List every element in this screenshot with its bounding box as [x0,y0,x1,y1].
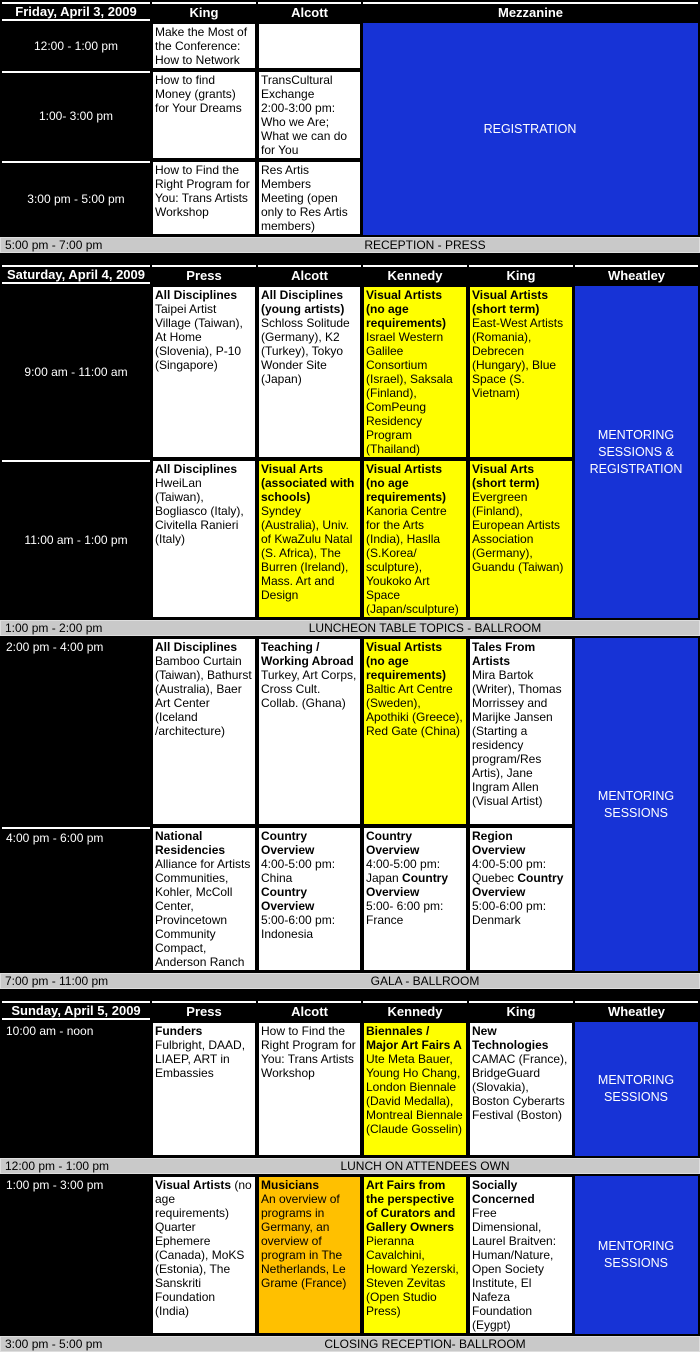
session-cell-alcott: Visual Arts (associated with schools) Syndey (Australia), Univ. of KwaZulu Natal (S. Africa), The Burren (Ireland), Mass. Art and Design [258,460,361,618]
saturday-afternoon-table [0,636,700,973]
session-cell-kennedy: Visual Artists (no age requirements) Kanoria Centre for the Arts (India), Haslla (S.Korea/ sculpture), Youkoko Art Space (Japan/sculpture) [363,460,467,618]
time-cell: 4:00 pm - 6:00 pm [2,827,150,971]
session-cell-alcott: Teaching / Working Abroad Turkey, Art Corps, Cross Cult. Collab. (Ghana) [258,638,361,825]
session-cell-king: Socially Concerned Free Dimensional, Laurel Braitven: Human/Nature, Open Society Institute, El Nafeza Foundation (Eygpt) [469,1176,573,1334]
section-gap [0,253,700,263]
session-cell-press: All Disciplines HweiLan (Taiwan), Bogliasco (Italy), Civitella Ranieri (Italy) [152,460,256,618]
time-cell: 9:00 am - 11:00 am [2,286,150,458]
session-cell-king: How to Find the Right Program for You: Trans Artists Workshop [152,161,256,235]
bar-time-label: 1:00 pm - 2:00 pm [5,621,103,635]
session-cell-alcott: Res Artis Members Meeting (open only to Res Artis members) [258,161,361,235]
column-header-king: King [152,2,256,21]
gala-bar [0,973,700,989]
session-cell-alcott [258,23,361,69]
date-header: Sunday, April 5, 2009 [2,1001,150,1020]
time-cell: 1:00- 3:00 pm [2,71,150,159]
date-header: Saturday, April 4, 2009 [2,265,150,284]
column-header-wheatley: Wheatley [575,1001,698,1020]
bar-time-label: 12:00 pm - 1:00 pm [5,1159,110,1173]
section-gap [0,989,700,999]
lunch-bar [0,1158,700,1174]
column-header-king: King [469,265,573,284]
bar-event-label: LUNCHEON TABLE TOPICS - BALLROOM [308,621,542,635]
date-header: Friday, April 3, 2009 [2,2,150,21]
session-cell-alcott: How to Find the Right Program for You: Trans Artists Workshop [258,1022,361,1156]
column-header-press: Press [152,1001,256,1020]
time-cell: 11:00 am - 1:00 pm [2,460,150,618]
session-cell-king: Visual Arts (short term) Evergreen (Finland), European Artists Association (Germany), Guandu (Taiwan) [469,460,573,618]
column-header-alcott: Alcott [258,1001,361,1020]
session-cell-king: Visual Artists (short term) East-West Artists (Romania), Debrecen (Hungary), Blue Space (S. Vietnam) [469,286,573,458]
mentoring-registration-cell: MENTORING SESSIONS & REGISTRATION [575,286,698,618]
sunday-morning-table [0,999,700,1158]
session-cell-king: How to find Money (grants) for Your Dreams [152,71,256,159]
bar-time-label: 7:00 pm - 11:00 pm [5,974,109,988]
session-cell-press: Funders Fulbright, DAAD, LIAEP, ART in Embassies [152,1022,256,1156]
session-cell-press: All Disciplines Bamboo Curtain (Taiwan), Bathurst (Australia), Baer Art Center (Iceland /architecture) [152,638,256,825]
session-cell-alcott: All Disciplines (young artists) Schloss Solitude (Germany), K2 (Turkey), Tokyo Wonder Site (Japan) [258,286,361,458]
mentoring-cell: MENTORING SESSIONS [575,638,698,971]
session-cell-king: Region Overview 4:00-5:00 pm: Quebec Country Overview 5:00-6:00 pm: Denmark [469,827,573,971]
column-header-alcott: Alcott [258,265,361,284]
time-cell: 1:00 pm - 3:00 pm [2,1176,150,1334]
bar-time-label: 5:00 pm - 7:00 pm [5,238,103,252]
column-header-kennedy: Kennedy [363,1001,467,1020]
session-cell-alcott: Country Overview 4:00-5:00 pm: China Country Overview 5:00-6:00 pm: Indonesia [258,827,361,971]
session-cell-kennedy: Art Fairs from the perspective of Curators and Gallery Owners Pieranna Cavalchini, Howard Yezerski, Steven Zevitas (Open Studio Press) [363,1176,467,1334]
session-cell-kennedy: Biennales / Major Art Fairs A Ute Meta Bauer, Young Ho Chang, London Biennale (David Medalla), Montreal Biennale (Claude Gosselin) [363,1022,467,1156]
column-header-kennedy: Kennedy [363,265,467,284]
session-cell-king: Tales From Artists Mira Bartok (Writer), Thomas Morrissey and Marijke Jansen (Starting a residency program/Res Artis), Jane Ingram Allen (Visual Artist) [469,638,573,825]
column-header-king: King [469,1001,573,1020]
session-cell-alcott: Musicians An overview of programs in Germany, an overview of program in The Netherlands, Le Grame (France) [258,1176,361,1334]
time-cell: 2:00 pm - 4:00 pm [2,638,150,825]
session-cell-kennedy: Country Overview 4:00-5:00 pm: Japan Country Overview 5:00- 6:00 pm: France [363,827,467,971]
registration-cell: REGISTRATION [363,23,698,235]
session-cell-press: All Disciplines Taipei Artist Village (Taiwan), At Home (Slovenia), P-10 (Singapore) [152,286,256,458]
session-cell-kennedy: Visual Artists (no age requirements) Israel Western Galilee Consortium (Israel), Saksala (Finland), ComPeung Residency Program (Thailand) [363,286,467,458]
column-header-wheatley: Wheatley [575,265,698,284]
reception-press-bar [0,237,700,253]
column-header-alcott: Alcott [258,2,361,21]
bar-event-label: GALA - BALLROOM [370,974,480,988]
mentoring-cell: MENTORING SESSIONS [575,1176,698,1334]
bar-time-label: 3:00 pm - 5:00 pm [5,1337,103,1351]
time-cell: 3:00 pm - 5:00 pm [2,161,150,235]
time-cell: 12:00 - 1:00 pm [2,23,150,69]
column-header-press: Press [152,265,256,284]
time-cell: 10:00 am - noon [2,1022,150,1156]
closing-reception-bar [0,1336,700,1352]
session-cell-alcott: TransCultural Exchange 2:00-3:00 pm: Who we Are; What we can do for You [258,71,361,159]
mentoring-cell: MENTORING SESSIONS [575,1022,698,1156]
session-cell-king: Make the Most of the Conference: How to Network [152,23,256,69]
session-cell-kennedy: Visual Artists (no age requirements) Baltic Art Centre (Sweden), Apothiki (Greece), Red Gate (China) [363,638,467,825]
bar-event-label: LUNCH ON ATTENDEES OWN [340,1159,510,1173]
friday-table [0,0,700,237]
session-cell-king: New Technologies CAMAC (France), BridgeGuard (Slovakia), Boston Cyberarts Festival (Boston) [469,1022,573,1156]
session-cell-press: National Residencies Alliance for Artists Communities, Kohler, McColl Center, Provincetown Community Compact, Anderson Ranch [152,827,256,971]
bar-event-label: CLOSING RECEPTION- BALLROOM [324,1337,526,1351]
saturday-morning-table [0,263,700,620]
column-header-mezzanine: Mezzanine [363,2,698,21]
bar-event-label: RECEPTION - PRESS [364,238,486,252]
luncheon-bar [0,620,700,636]
session-cell-press: Visual Artists (no age requirements) Quarter Ephemere (Canada), MoKS (Estonia), The Sanskriti Foundation (India) [152,1176,256,1334]
sunday-afternoon-table [0,1174,700,1336]
